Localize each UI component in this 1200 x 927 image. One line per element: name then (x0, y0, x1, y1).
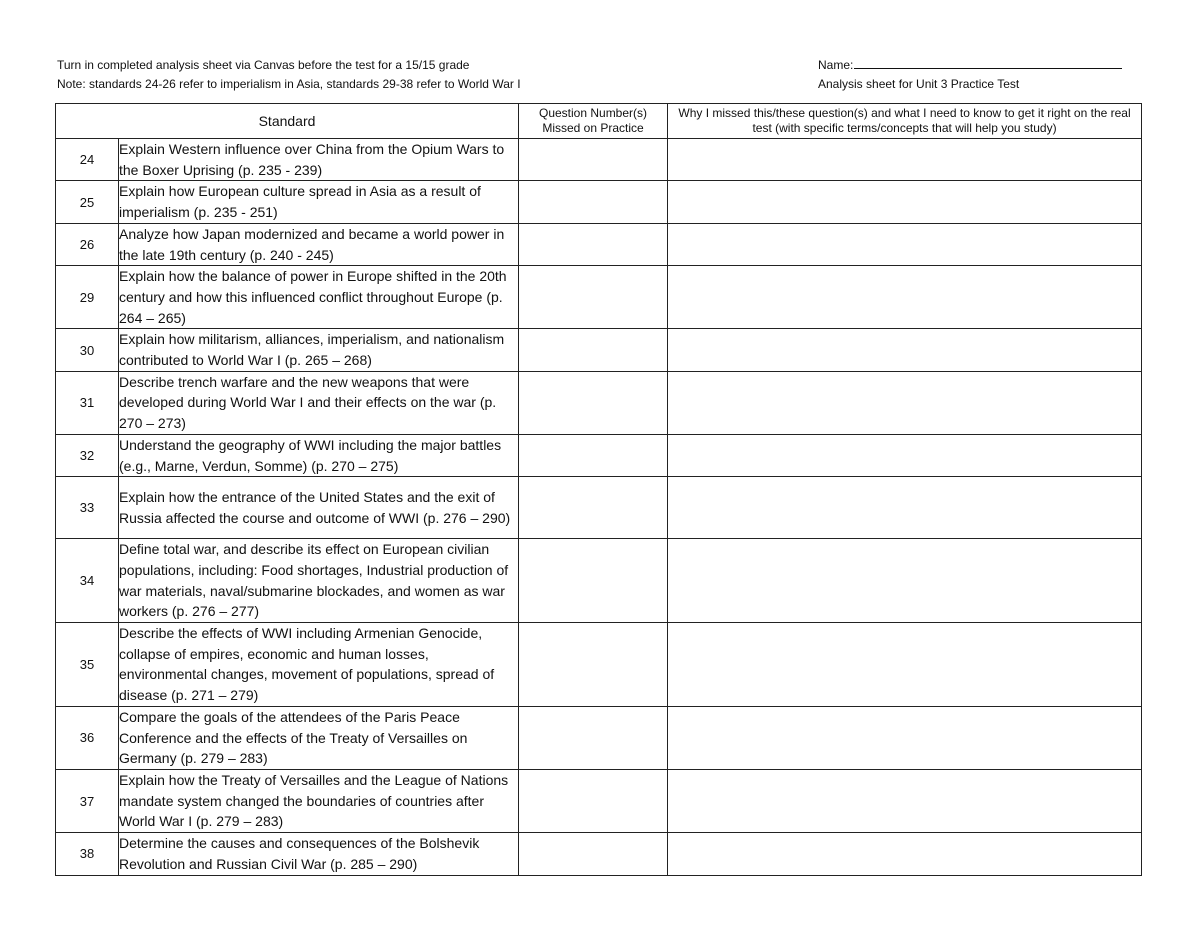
question-number-cell[interactable] (519, 329, 668, 371)
standard-number: 38 (56, 833, 119, 875)
standard-number: 24 (56, 139, 119, 181)
why-missed-cell[interactable] (668, 833, 1142, 875)
why-missed-cell[interactable] (668, 329, 1142, 371)
why-missed-cell[interactable] (668, 139, 1142, 181)
sheet-title: Analysis sheet for Unit 3 Practice Test (818, 77, 1020, 91)
why-missed-cell[interactable] (668, 266, 1142, 329)
table-header-row (56, 104, 1142, 139)
header-why-missed: Why I missed this/these question(s) and what I need to know to get it right on the real test (with specific terms/concepts that will help you study) (668, 104, 1142, 139)
why-missed-cell[interactable] (668, 477, 1142, 539)
table-row (56, 181, 1142, 223)
header-question-number: Question Number(s) Missed on Practice (519, 104, 668, 139)
standard-description: Describe trench warfare and the new weapons that were developed during World War I and their effects on the war (p. 270 – 273) (119, 371, 519, 434)
table-row (56, 266, 1142, 329)
standard-description: Analyze how Japan modernized and became a world power in the late 19th century (p. 240 - 245) (119, 223, 519, 265)
standard-number: 26 (56, 223, 119, 265)
standard-number: 35 (56, 623, 119, 707)
standard-number: 36 (56, 706, 119, 769)
instruction-line-note: Note: standards 24-26 refer to imperialism in Asia, standards 29-38 refer to World War I (57, 77, 521, 91)
instruction-line-submit: Turn in completed analysis sheet via Canvas before the test for a 15/15 grade (57, 58, 470, 72)
standard-number: 30 (56, 329, 119, 371)
table-body (56, 139, 1142, 876)
why-missed-cell[interactable] (668, 769, 1142, 832)
question-number-cell[interactable] (519, 539, 668, 623)
name-block (818, 56, 1122, 94)
name-blank-line[interactable] (854, 56, 1122, 69)
question-number-cell[interactable] (519, 139, 668, 181)
standard-description: Explain how the entrance of the United States and the exit of Russia affected the course and outcome of WWI (p. 276 – 290) (119, 477, 519, 539)
why-missed-cell[interactable] (668, 223, 1142, 265)
standard-description: Explain Western influence over China from the Opium Wars to the Boxer Uprising (p. 235 - 239) (119, 139, 519, 181)
table-row (56, 539, 1142, 623)
name-label: Name: (818, 58, 854, 72)
question-number-cell[interactable] (519, 223, 668, 265)
question-number-cell[interactable] (519, 706, 668, 769)
question-number-cell[interactable] (519, 833, 668, 875)
table-row (56, 329, 1142, 371)
standard-description: Compare the goals of the attendees of the Paris Peace Conference and the effects of the Treaty of Versailles on Germany (p. 279 – 283) (119, 706, 519, 769)
standard-number: 25 (56, 181, 119, 223)
standard-description: Describe the effects of WWI including Armenian Genocide, collapse of empires, economic and human losses, environmental changes, movement of populations, spread of disease (p. 271 – 279) (119, 623, 519, 707)
analysis-table (55, 103, 1142, 876)
table-row (56, 833, 1142, 875)
question-number-cell[interactable] (519, 769, 668, 832)
standard-description: Explain how the balance of power in Europe shifted in the 20th century and how this influenced conflict throughout Europe (p. 264 – 265) (119, 266, 519, 329)
standard-number: 29 (56, 266, 119, 329)
question-number-cell[interactable] (519, 477, 668, 539)
table-row (56, 706, 1142, 769)
standard-description: Explain how European culture spread in Asia as a result of imperialism (p. 235 - 251) (119, 181, 519, 223)
standard-description: Explain how militarism, alliances, imperialism, and nationalism contributed to World War I (p. 265 – 268) (119, 329, 519, 371)
table-row (56, 371, 1142, 434)
standard-description: Understand the geography of WWI including the major battles (e.g., Marne, Verdun, Somme) (p. 270 – 275) (119, 434, 519, 476)
standard-number: 37 (56, 769, 119, 832)
table-row (56, 623, 1142, 707)
question-number-cell[interactable] (519, 623, 668, 707)
why-missed-cell[interactable] (668, 539, 1142, 623)
why-missed-cell[interactable] (668, 181, 1142, 223)
why-missed-cell[interactable] (668, 623, 1142, 707)
table-row (56, 223, 1142, 265)
why-missed-cell[interactable] (668, 371, 1142, 434)
table-row (56, 434, 1142, 476)
standard-description: Define total war, and describe its effect on European civilian populations, including: Food shortages, Industrial production of war materials, naval/submarine blockades, and women as war workers (p. 276 – 277) (119, 539, 519, 623)
table-row (56, 477, 1142, 539)
why-missed-cell[interactable] (668, 706, 1142, 769)
standard-number: 32 (56, 434, 119, 476)
standard-description: Determine the causes and consequences of the Bolshevik Revolution and Russian Civil War (p. 285 – 290) (119, 833, 519, 875)
standard-number: 33 (56, 477, 119, 539)
header-standard: Standard (56, 104, 519, 139)
question-number-cell[interactable] (519, 371, 668, 434)
table-row (56, 139, 1142, 181)
standard-number: 34 (56, 539, 119, 623)
question-number-cell[interactable] (519, 181, 668, 223)
question-number-cell[interactable] (519, 434, 668, 476)
standard-description: Explain how the Treaty of Versailles and the League of Nations mandate system changed the boundaries of countries after World War I (p. 279 – 283) (119, 769, 519, 832)
question-number-cell[interactable] (519, 266, 668, 329)
instructions-block (57, 56, 521, 94)
why-missed-cell[interactable] (668, 434, 1142, 476)
table-row (56, 769, 1142, 832)
name-field[interactable] (818, 56, 1122, 75)
standard-number: 31 (56, 371, 119, 434)
